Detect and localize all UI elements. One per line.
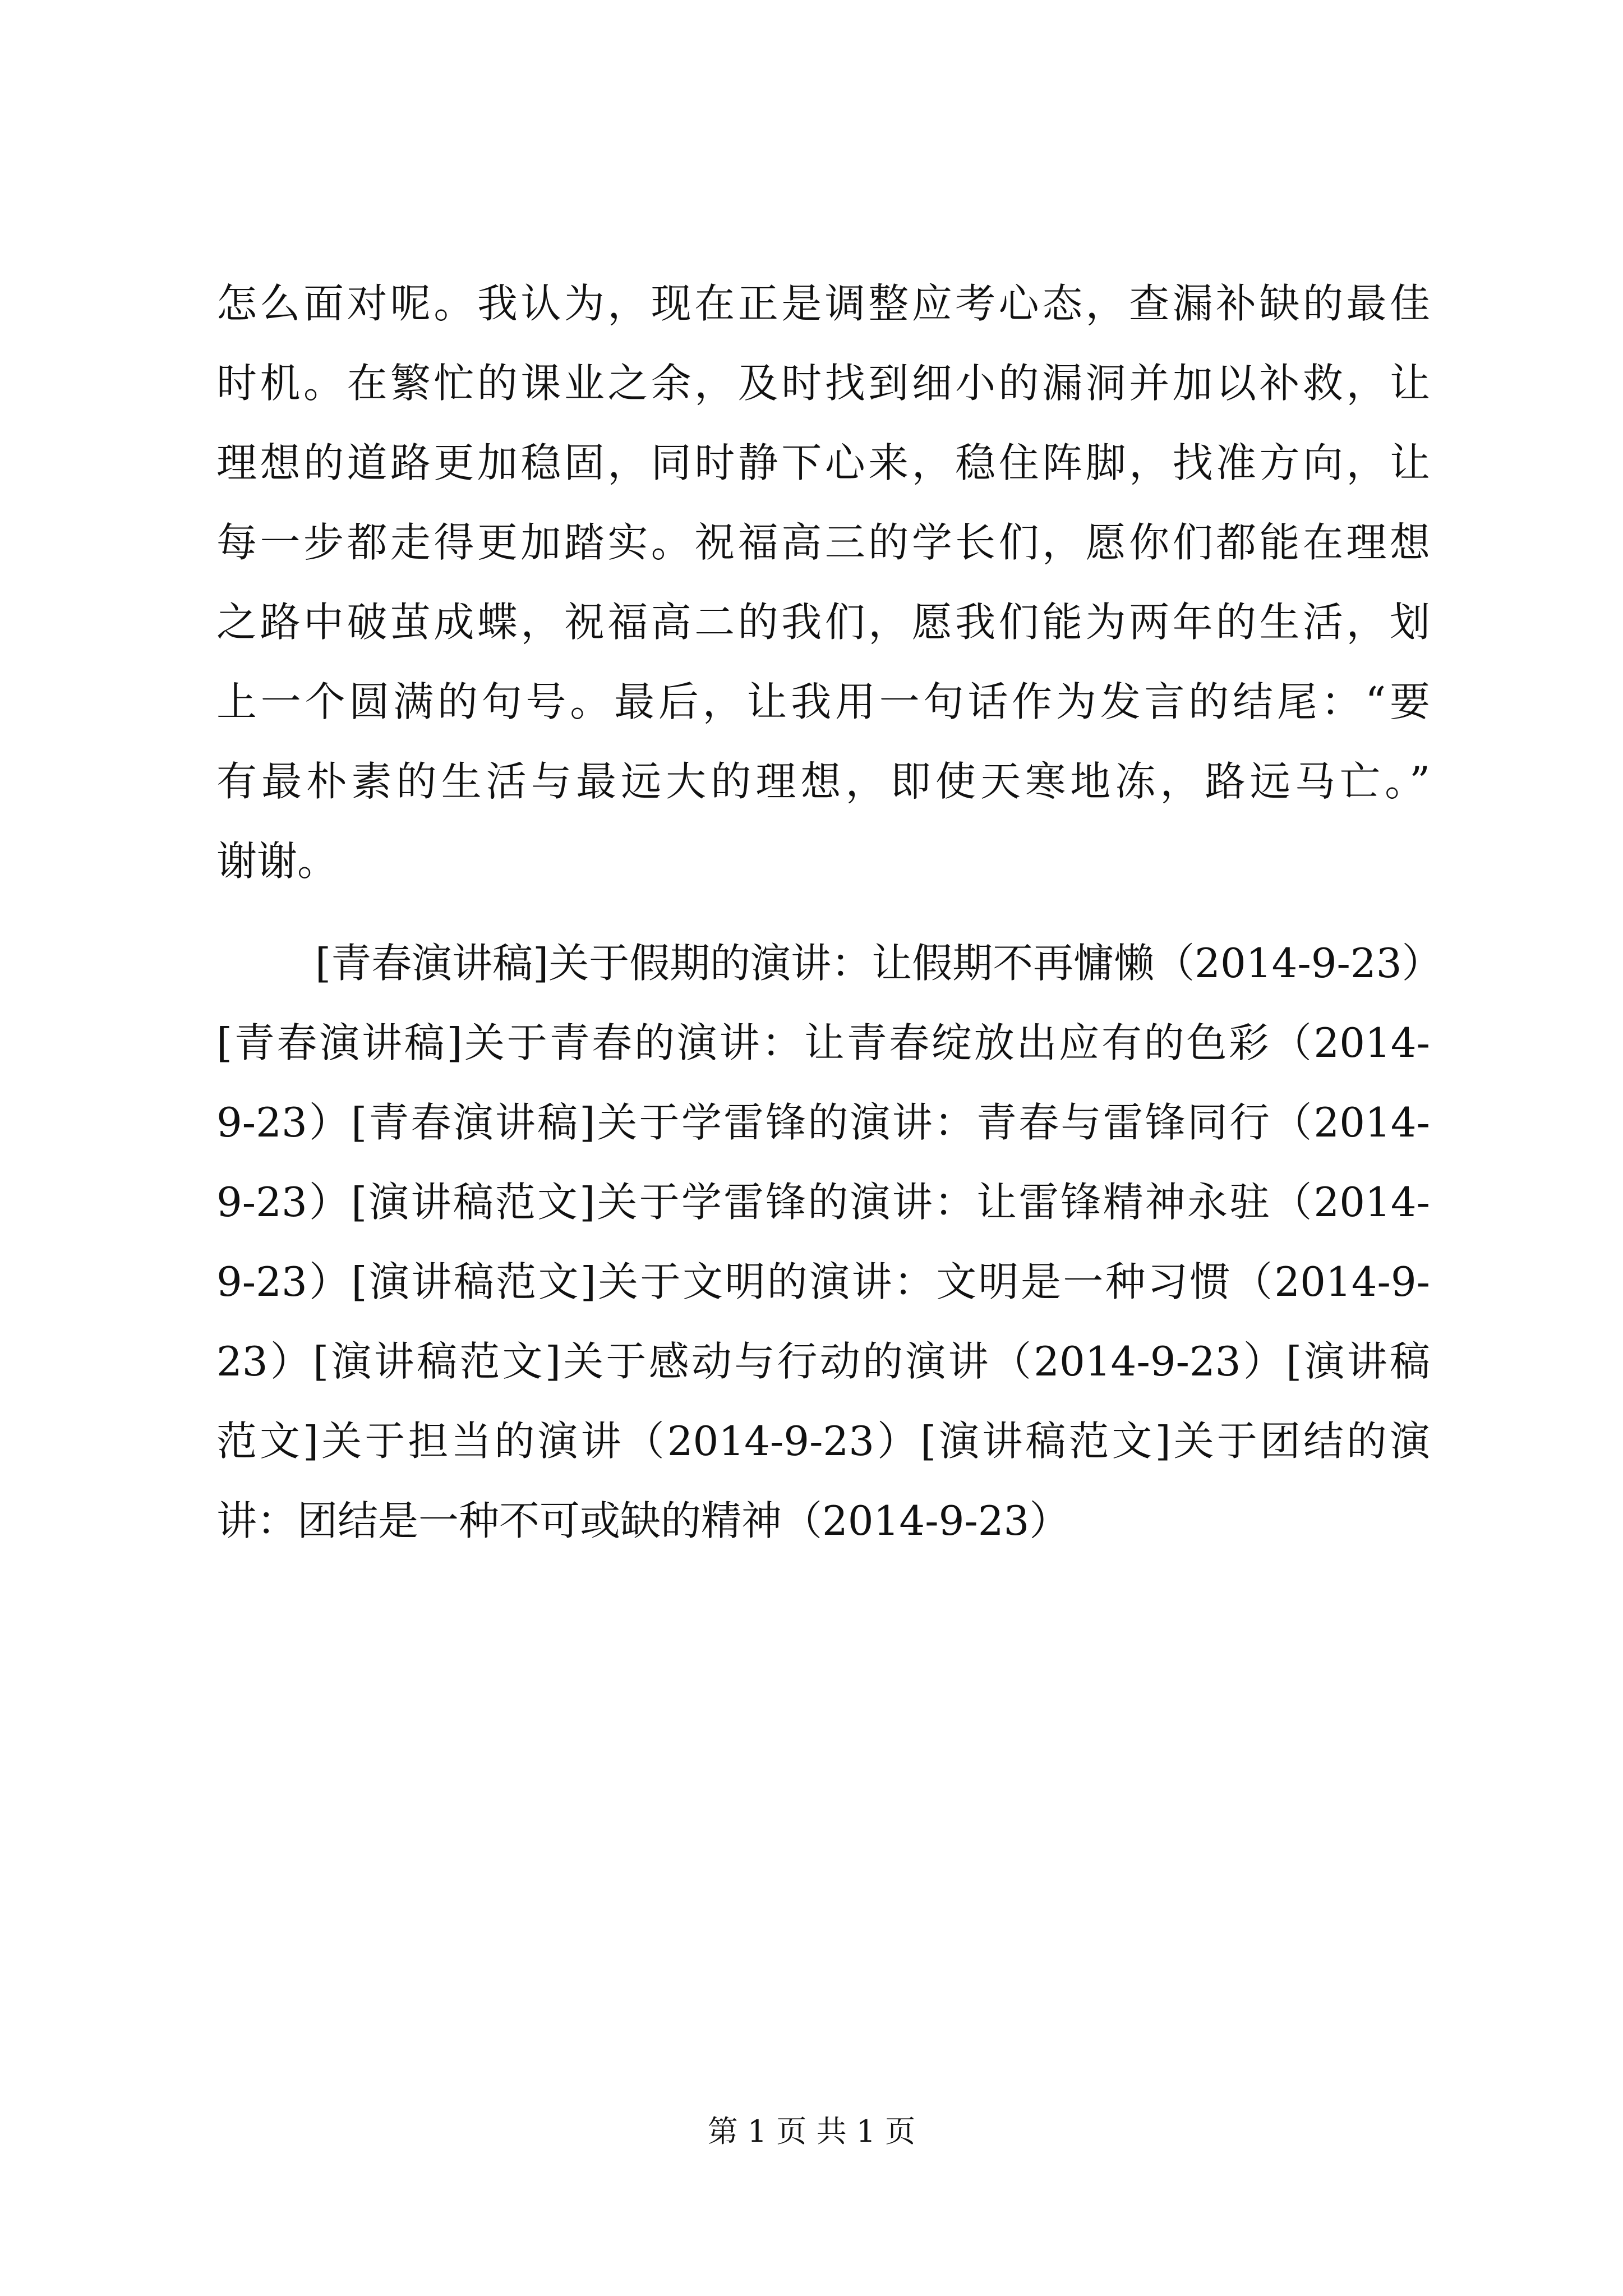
- text-line: 时机。在繁忙的课业之余，及时找到细小的漏洞并加以补救，让: [216, 360, 1430, 407]
- document-body: [216, 264, 1442, 1561]
- related-article-line: 讲：团结是一种不可或缺的精神（2014-9-23）: [216, 1497, 1070, 1544]
- related-article-line: 9-23）[演讲稿范文]关于文明的演讲：文明是一种习惯（2014-9-: [216, 1258, 1430, 1305]
- related-article-line: 9-23）[青春演讲稿]关于学雷锋的演讲：青春与雷锋同行（2014-: [216, 1099, 1430, 1146]
- text-line: 每一步都走得更加踏实。祝福高三的学长们，愿你们都能在理想: [216, 519, 1430, 566]
- page-footer: 第 1 页 共 1 页: [707, 2114, 916, 2149]
- related-article-line: 23）[演讲稿范文]关于感动与行动的演讲（2014-9-23）[演讲稿: [216, 1338, 1430, 1385]
- text-line: 谢谢。: [216, 838, 338, 885]
- text-line: 之路中破茧成蝶，祝福高二的我们，愿我们能为两年的生活，划: [216, 599, 1430, 646]
- related-article-line: [青春演讲稿]关于青春的演讲：让青春绽放出应有的色彩（2014-: [216, 1019, 1430, 1066]
- related-article-line: 范文]关于担当的演讲（2014-9-23）[演讲稿范文]关于团结的演: [216, 1418, 1430, 1465]
- paragraph-closing-speech: [216, 264, 1430, 901]
- related-article-line: 9-23）[演讲稿范文]关于学雷锋的演讲：让雷锋精神永驻（2014-: [216, 1179, 1430, 1226]
- text-line: 理想的道路更加稳固，同时静下心来，稳住阵脚，找准方向，让: [216, 439, 1430, 486]
- text-line: 怎么面对呢。我认为，现在正是调整应考心态，查漏补缺的最佳: [216, 280, 1430, 327]
- paragraph-related-articles: [216, 923, 1442, 1561]
- related-article-line: [青春演讲稿]关于假期的演讲：让假期不再慵懒（2014-9-23）: [315, 940, 1442, 987]
- paragraph-gap: [216, 901, 1430, 923]
- text-line: 有最朴素的生活与最远大的理想，即使天寒地冻，路远马亡。”: [216, 758, 1430, 805]
- text-line: 上一个圆满的句号。最后，让我用一句话作为发言的结尾：“要: [216, 678, 1430, 725]
